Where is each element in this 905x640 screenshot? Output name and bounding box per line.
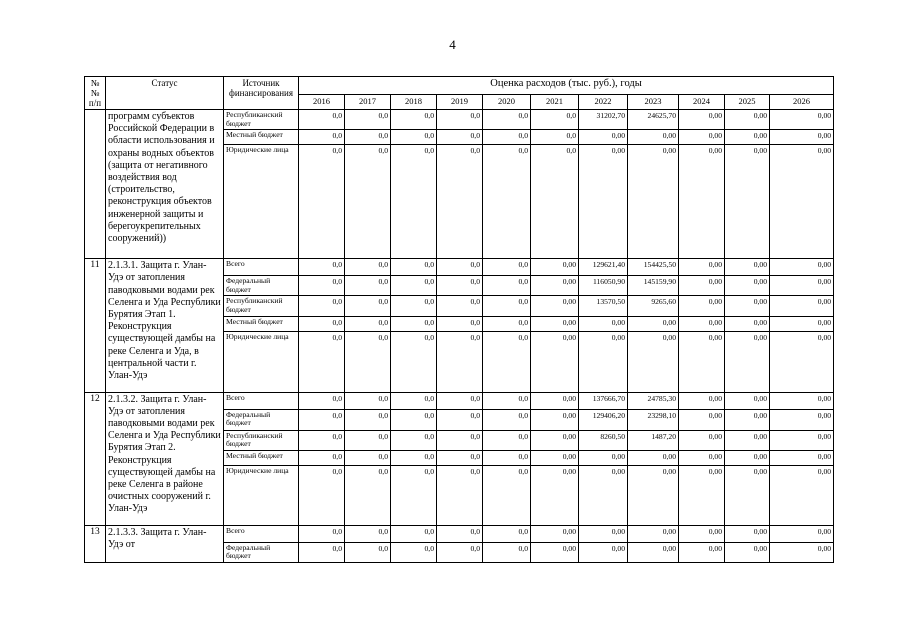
amount-cell: 0,0 bbox=[483, 316, 531, 331]
amount-cell: 0,00 bbox=[679, 259, 725, 276]
amount-cell: 0,0 bbox=[437, 276, 483, 296]
amount-cell: 0,0 bbox=[299, 542, 345, 562]
amount-cell: 0,00 bbox=[679, 542, 725, 562]
amount-cell: 0,0 bbox=[391, 296, 437, 316]
amount-cell: 0,0 bbox=[531, 110, 579, 130]
funding-source: Местный бюджет bbox=[224, 316, 299, 331]
amount-cell: 0,00 bbox=[725, 110, 770, 130]
amount-cell: 0,0 bbox=[483, 430, 531, 450]
amount-cell: 0,0 bbox=[299, 145, 345, 259]
amount-cell: 0,00 bbox=[531, 542, 579, 562]
amount-cell: 0,00 bbox=[770, 316, 834, 331]
amount-cell: 0,00 bbox=[579, 130, 628, 145]
amount-cell: 0,0 bbox=[345, 450, 391, 465]
amount-cell: 0,0 bbox=[483, 465, 531, 525]
amount-cell: 0,00 bbox=[531, 392, 579, 409]
amount-cell: 0,0 bbox=[299, 316, 345, 331]
header-year: 2020 bbox=[483, 94, 531, 109]
amount-cell: 0,0 bbox=[391, 430, 437, 450]
amount-cell: 0,00 bbox=[725, 450, 770, 465]
amount-cell: 0,00 bbox=[531, 316, 579, 331]
funding-source: Местный бюджет bbox=[224, 130, 299, 145]
amount-cell: 0,0 bbox=[483, 542, 531, 562]
amount-cell: 31202,70 bbox=[579, 110, 628, 130]
amount-cell: 0,0 bbox=[299, 430, 345, 450]
table-row bbox=[85, 110, 834, 130]
amount-cell: 0,0 bbox=[345, 430, 391, 450]
funding-source: Юридические лица bbox=[224, 331, 299, 392]
amount-cell: 0,0 bbox=[391, 542, 437, 562]
amount-cell: 0,0 bbox=[437, 296, 483, 316]
row-number: 12 bbox=[85, 392, 106, 525]
amount-cell: 0,00 bbox=[770, 145, 834, 259]
amount-cell: 0,0 bbox=[345, 465, 391, 525]
header-year: 2016 bbox=[299, 94, 345, 109]
amount-cell: 0,00 bbox=[679, 316, 725, 331]
amount-cell: 0,00 bbox=[725, 296, 770, 316]
amount-cell: 137666,70 bbox=[579, 392, 628, 409]
amount-cell: 0,00 bbox=[531, 450, 579, 465]
amount-cell: 0,0 bbox=[391, 450, 437, 465]
amount-cell: 0,0 bbox=[391, 130, 437, 145]
amount-cell: 13570,50 bbox=[579, 296, 628, 316]
amount-cell: 0,0 bbox=[299, 409, 345, 430]
amount-cell: 0,0 bbox=[299, 392, 345, 409]
amount-cell: 0,00 bbox=[770, 450, 834, 465]
amount-cell: 9265,60 bbox=[628, 296, 679, 316]
amount-cell: 0,00 bbox=[628, 316, 679, 331]
amount-cell: 0,0 bbox=[391, 331, 437, 392]
funding-source: Всего bbox=[224, 259, 299, 276]
amount-cell: 0,00 bbox=[770, 110, 834, 130]
amount-cell: 0,00 bbox=[679, 465, 725, 525]
amount-cell: 0,00 bbox=[579, 450, 628, 465]
amount-cell: 0,00 bbox=[679, 296, 725, 316]
amount-cell: 0,0 bbox=[437, 392, 483, 409]
funding-source: Федеральный бюджет bbox=[224, 276, 299, 296]
amount-cell: 0,00 bbox=[679, 450, 725, 465]
funding-source: Федеральный бюджет bbox=[224, 409, 299, 430]
funding-source: Юридические лица bbox=[224, 145, 299, 259]
amount-cell: 0,0 bbox=[299, 259, 345, 276]
amount-cell: 0,00 bbox=[628, 331, 679, 392]
amount-cell: 0,00 bbox=[579, 542, 628, 562]
amount-cell: 0,0 bbox=[391, 316, 437, 331]
amount-cell: 0,00 bbox=[770, 409, 834, 430]
row-number bbox=[85, 110, 106, 259]
amount-cell: 0,0 bbox=[391, 465, 437, 525]
header-year: 2021 bbox=[531, 94, 579, 109]
amount-cell: 0,00 bbox=[725, 259, 770, 276]
amount-cell: 0,0 bbox=[483, 110, 531, 130]
amount-cell: 0,0 bbox=[437, 259, 483, 276]
amount-cell: 129406,20 bbox=[579, 409, 628, 430]
amount-cell: 0,00 bbox=[628, 145, 679, 259]
funding-source: Юридические лица bbox=[224, 465, 299, 525]
amount-cell: 0,0 bbox=[391, 525, 437, 542]
amount-cell: 0,00 bbox=[679, 145, 725, 259]
amount-cell: 0,00 bbox=[725, 316, 770, 331]
amount-cell: 0,00 bbox=[770, 130, 834, 145]
amount-cell: 0,00 bbox=[679, 409, 725, 430]
amount-cell: 0,00 bbox=[628, 542, 679, 562]
amount-cell: 0,00 bbox=[725, 145, 770, 259]
amount-cell: 0,00 bbox=[531, 430, 579, 450]
amount-cell: 0,00 bbox=[531, 525, 579, 542]
amount-cell: 0,00 bbox=[628, 465, 679, 525]
header-year: 2026 bbox=[770, 94, 834, 109]
amount-cell: 0,0 bbox=[483, 331, 531, 392]
amount-cell: 0,0 bbox=[391, 110, 437, 130]
amount-cell: 0,00 bbox=[770, 525, 834, 542]
amount-cell: 0,0 bbox=[483, 450, 531, 465]
status-cell: 2.1.3.2. Защита г. Улан-Удэ от затопления паводковыми водами рек Селенга и Уда Республики Бурятия Этап 2. Реконструкция существующей дамбы на реке Селенга в районе очистных сооружений г. Улан-Удэ bbox=[106, 392, 224, 525]
amount-cell: 0,0 bbox=[437, 145, 483, 259]
header-year: 2025 bbox=[725, 94, 770, 109]
amount-cell: 0,0 bbox=[483, 259, 531, 276]
amount-cell: 0,0 bbox=[437, 316, 483, 331]
amount-cell: 23298,10 bbox=[628, 409, 679, 430]
amount-cell: 0,0 bbox=[299, 110, 345, 130]
header-year: 2022 bbox=[579, 94, 628, 109]
amount-cell: 0,00 bbox=[679, 130, 725, 145]
row-number: 13 bbox=[85, 525, 106, 562]
header-col-estimate: Оценка расходов (тыс. руб.), годы bbox=[299, 77, 834, 95]
amount-cell: 0,00 bbox=[770, 276, 834, 296]
amount-cell: 0,0 bbox=[437, 450, 483, 465]
expenditure-table bbox=[84, 76, 834, 563]
amount-cell: 0,00 bbox=[579, 316, 628, 331]
amount-cell: 0,0 bbox=[299, 276, 345, 296]
funding-source: Федеральный бюджет bbox=[224, 542, 299, 562]
amount-cell: 0,00 bbox=[628, 525, 679, 542]
amount-cell: 0,00 bbox=[770, 259, 834, 276]
header-year: 2017 bbox=[345, 94, 391, 109]
amount-cell: 0,0 bbox=[345, 331, 391, 392]
status-cell: 2.1.3.3. Защита г. Улан-Удэ от bbox=[106, 525, 224, 562]
funding-source: Республиканский бюджет bbox=[224, 430, 299, 450]
amount-cell: 0,00 bbox=[725, 392, 770, 409]
amount-cell: 0,0 bbox=[437, 331, 483, 392]
amount-cell: 0,0 bbox=[437, 465, 483, 525]
amount-cell: 0,00 bbox=[770, 296, 834, 316]
amount-cell: 0,0 bbox=[437, 542, 483, 562]
amount-cell: 116050,90 bbox=[579, 276, 628, 296]
header-year: 2019 bbox=[437, 94, 483, 109]
amount-cell: 154425,50 bbox=[628, 259, 679, 276]
amount-cell: 0,00 bbox=[531, 276, 579, 296]
amount-cell: 0,0 bbox=[391, 409, 437, 430]
table-row bbox=[85, 525, 834, 542]
amount-cell: 0,00 bbox=[725, 130, 770, 145]
amount-cell: 0,0 bbox=[345, 525, 391, 542]
amount-cell: 0,0 bbox=[483, 296, 531, 316]
header-col-num: № № п/п bbox=[85, 77, 106, 110]
amount-cell: 0,0 bbox=[345, 276, 391, 296]
amount-cell: 0,0 bbox=[345, 296, 391, 316]
header-year: 2023 bbox=[628, 94, 679, 109]
amount-cell: 0,0 bbox=[483, 392, 531, 409]
amount-cell: 0,00 bbox=[725, 542, 770, 562]
amount-cell: 0,00 bbox=[679, 110, 725, 130]
amount-cell: 0,00 bbox=[770, 465, 834, 525]
amount-cell: 0,0 bbox=[299, 130, 345, 145]
amount-cell: 0,00 bbox=[770, 430, 834, 450]
amount-cell: 0,00 bbox=[725, 331, 770, 392]
amount-cell: 0,00 bbox=[531, 465, 579, 525]
amount-cell: 0,0 bbox=[391, 259, 437, 276]
funding-source: Республиканский бюджет bbox=[224, 296, 299, 316]
header-year: 2024 bbox=[679, 94, 725, 109]
amount-cell: 8260,50 bbox=[579, 430, 628, 450]
amount-cell: 0,00 bbox=[531, 296, 579, 316]
amount-cell: 0,0 bbox=[345, 145, 391, 259]
amount-cell: 145159,90 bbox=[628, 276, 679, 296]
header-year: 2018 bbox=[391, 94, 437, 109]
amount-cell: 0,0 bbox=[483, 276, 531, 296]
amount-cell: 0,00 bbox=[770, 392, 834, 409]
amount-cell: 0,0 bbox=[391, 392, 437, 409]
amount-cell: 0,0 bbox=[437, 130, 483, 145]
amount-cell: 0,0 bbox=[483, 130, 531, 145]
amount-cell: 0,00 bbox=[679, 392, 725, 409]
funding-source: Местный бюджет bbox=[224, 450, 299, 465]
amount-cell: 0,00 bbox=[628, 130, 679, 145]
amount-cell: 0,00 bbox=[725, 276, 770, 296]
amount-cell: 0,0 bbox=[299, 331, 345, 392]
funding-source: Республиканский бюджет bbox=[224, 110, 299, 130]
amount-cell: 0,0 bbox=[345, 110, 391, 130]
amount-cell: 24625,70 bbox=[628, 110, 679, 130]
amount-cell: 24785,30 bbox=[628, 392, 679, 409]
amount-cell: 0,00 bbox=[531, 409, 579, 430]
amount-cell: 0,00 bbox=[579, 331, 628, 392]
amount-cell: 0,00 bbox=[770, 542, 834, 562]
amount-cell: 0,0 bbox=[483, 409, 531, 430]
funding-source: Всего bbox=[224, 392, 299, 409]
table-row bbox=[85, 392, 834, 409]
header-col-source: Источник финансирования bbox=[224, 77, 299, 110]
amount-cell: 0,00 bbox=[531, 331, 579, 392]
status-cell: программ субъектов Российской Федерации в области использования и охраны водных объектов (защита от негативного воздействия вод (строительство, реконструкция объектов инженерной защиты и берегоукрепительных сооружений)) bbox=[106, 110, 224, 259]
amount-cell: 0,0 bbox=[345, 409, 391, 430]
amount-cell: 0,0 bbox=[437, 430, 483, 450]
amount-cell: 0,0 bbox=[531, 145, 579, 259]
amount-cell: 0,0 bbox=[299, 450, 345, 465]
header-col-status: Статус bbox=[106, 77, 224, 110]
amount-cell: 0,00 bbox=[725, 465, 770, 525]
amount-cell: 0,0 bbox=[483, 525, 531, 542]
amount-cell: 0,0 bbox=[299, 465, 345, 525]
amount-cell: 0,0 bbox=[345, 316, 391, 331]
amount-cell: 0,00 bbox=[725, 409, 770, 430]
amount-cell: 0,0 bbox=[345, 259, 391, 276]
amount-cell: 0,00 bbox=[770, 331, 834, 392]
amount-cell: 0,0 bbox=[345, 392, 391, 409]
amount-cell: 0,0 bbox=[437, 525, 483, 542]
amount-cell: 0,00 bbox=[725, 525, 770, 542]
amount-cell: 0,0 bbox=[345, 130, 391, 145]
funding-source: Всего bbox=[224, 525, 299, 542]
table-row bbox=[85, 259, 834, 276]
amount-cell: 0,00 bbox=[628, 450, 679, 465]
amount-cell: 0,00 bbox=[725, 430, 770, 450]
amount-cell: 0,00 bbox=[579, 145, 628, 259]
amount-cell: 0,0 bbox=[299, 525, 345, 542]
status-cell: 2.1.3.1. Защита г. Улан-Удэ от затопления паводковыми водами рек Селенга и Уда Республики Бурятия Этап 1. Реконструкция существующей дамбы на реке Селенга и Уда, в центральной части г. Улан-Удэ bbox=[106, 259, 224, 392]
amount-cell: 0,0 bbox=[437, 110, 483, 130]
amount-cell: 0,00 bbox=[679, 525, 725, 542]
amount-cell: 0,0 bbox=[299, 296, 345, 316]
amount-cell: 0,0 bbox=[345, 542, 391, 562]
amount-cell: 0,00 bbox=[679, 430, 725, 450]
amount-cell: 0,0 bbox=[391, 276, 437, 296]
amount-cell: 0,0 bbox=[437, 409, 483, 430]
amount-cell: 1487,20 bbox=[628, 430, 679, 450]
amount-cell: 0,0 bbox=[391, 145, 437, 259]
row-number: 11 bbox=[85, 259, 106, 392]
amount-cell: 0,00 bbox=[531, 259, 579, 276]
amount-cell: 129621,40 bbox=[579, 259, 628, 276]
page-number: 4 bbox=[449, 37, 456, 52]
amount-cell: 0,00 bbox=[679, 276, 725, 296]
amount-cell: 0,00 bbox=[579, 525, 628, 542]
amount-cell: 0,00 bbox=[579, 465, 628, 525]
amount-cell: 0,00 bbox=[679, 331, 725, 392]
amount-cell: 0,0 bbox=[531, 130, 579, 145]
amount-cell: 0,0 bbox=[483, 145, 531, 259]
